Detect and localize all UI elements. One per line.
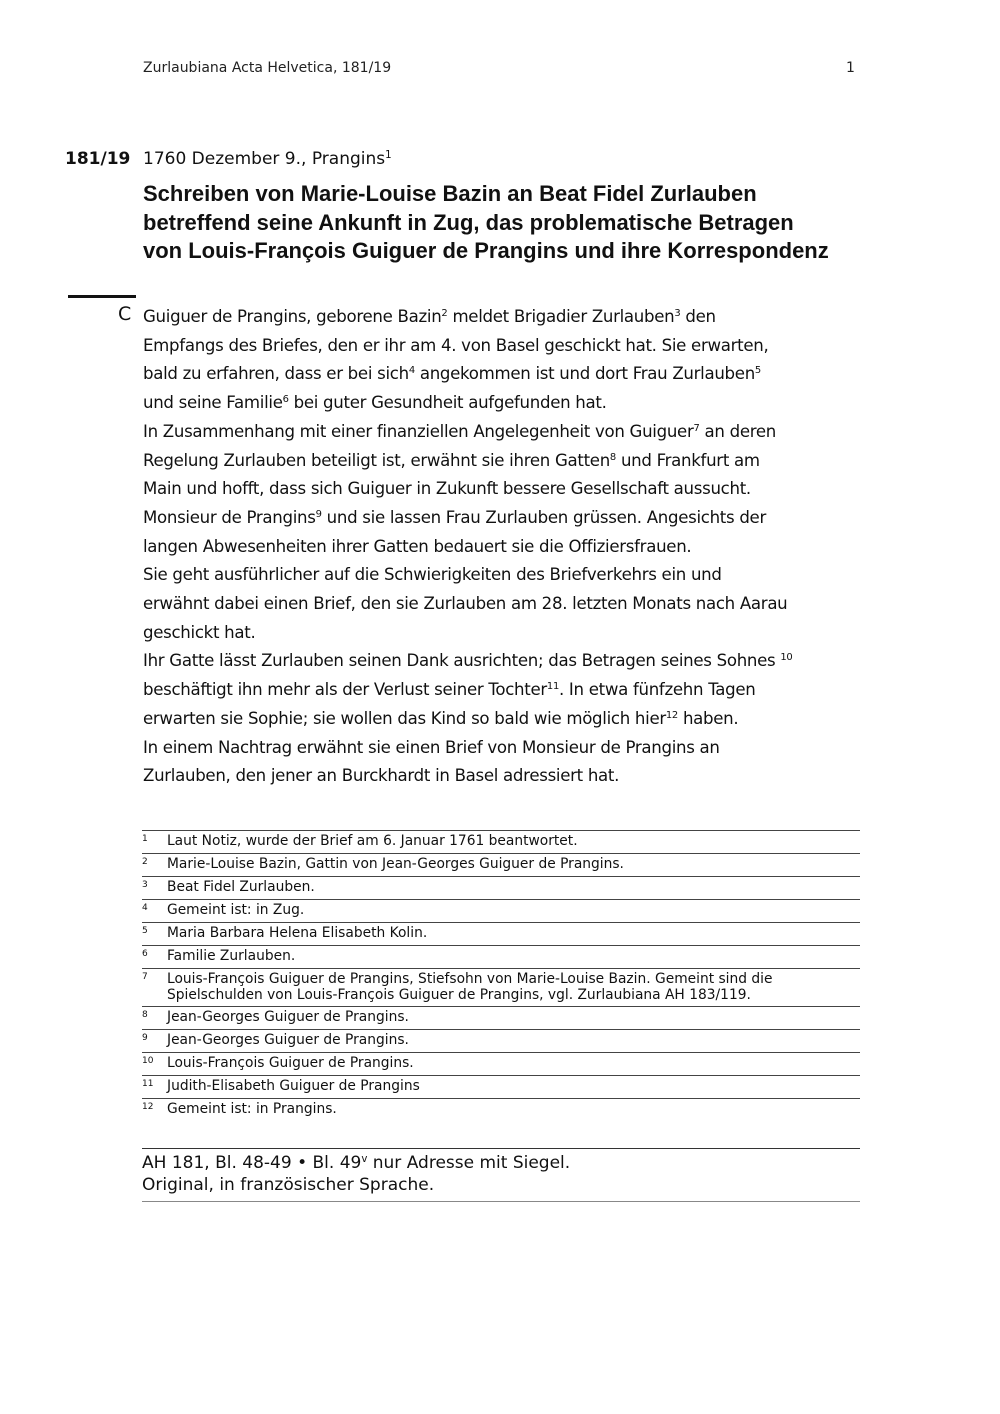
footnote-number: 11	[142, 1079, 154, 1089]
footnote	[142, 899, 860, 922]
footnote-ref: 3	[674, 308, 681, 320]
body-text: Sie geht ausführlicher auf die Schwierigkeiten des Briefverkehrs ein und	[143, 565, 722, 585]
body-line	[143, 504, 792, 533]
body-text: angekommen ist und dort Frau Zurlauben	[414, 364, 755, 384]
body-line	[143, 561, 792, 590]
footnote-number: 5	[142, 926, 148, 936]
footnote-text: Beat Fidel Zurlauben.	[167, 879, 315, 895]
page-number: 1	[846, 60, 855, 76]
footnote-text: Jean-Georges Guiguer de Prangins.	[167, 1009, 409, 1025]
footnote	[142, 1029, 860, 1052]
footnote-ref: 10	[780, 652, 793, 664]
source-line-1	[142, 1152, 860, 1174]
footnote-text: Judith-Elisabeth Guiguer de Prangins	[167, 1078, 420, 1094]
document-number: 181/19	[65, 149, 131, 169]
footnote-text: Gemeint ist: in Prangins.	[167, 1101, 337, 1117]
body-line	[143, 389, 792, 418]
title-line: betreffend seine Ankunft in Zug, das problematische Betragen	[143, 209, 794, 235]
body-line	[143, 303, 792, 332]
footnote-number: 3	[142, 880, 148, 890]
body-line	[143, 447, 792, 476]
body-text: Zurlauben, den jener an Burckhardt in Basel adressiert hat.	[143, 766, 620, 786]
footnote	[142, 1052, 860, 1075]
section-marker: C	[118, 303, 132, 325]
footnote-ref: 2	[441, 308, 448, 320]
body-line	[143, 533, 792, 562]
footnote-text: Louis-François Guiguer de Prangins.	[167, 1055, 414, 1071]
footnote-text: Jean-Georges Guiguer de Prangins.	[167, 1032, 409, 1048]
footnote-text: Familie Zurlauben.	[167, 948, 296, 964]
body-line	[143, 418, 792, 447]
source-line-2: Original, in französischer Sprache.	[142, 1175, 435, 1195]
verso-sup: v	[361, 1153, 368, 1165]
source-text: nur Adresse mit Siegel.	[367, 1153, 571, 1173]
footnote	[142, 945, 860, 968]
body-text: Monsieur de Prangins	[143, 507, 316, 527]
footnotes	[142, 830, 860, 1121]
footnote-ref: 12	[665, 709, 678, 721]
footnote	[142, 922, 860, 945]
section-rule	[68, 295, 136, 298]
body-line	[143, 360, 792, 389]
body-text: Regelung Zurlauben beteiligt ist, erwähnt sie ihren Gatten	[143, 450, 610, 470]
footnote-number: 1	[142, 834, 148, 844]
footnote	[142, 968, 860, 1006]
footnote-text: Marie-Louise Bazin, Gattin von Jean-Georges Guiguer de Prangins.	[167, 856, 624, 872]
body-text: Guiguer de Prangins, geborene Bazin	[143, 307, 442, 326]
body-line	[143, 705, 792, 734]
footnote-number: 8	[142, 1010, 148, 1020]
footnote-ref: 6	[282, 394, 289, 406]
body-text: und sie lassen Frau Zurlauben grüssen. Angesichts der	[321, 507, 766, 527]
body-line	[143, 762, 792, 791]
title-line: Schreiben von Marie-Louise Bazin an Beat Fidel Zurlauben	[143, 181, 757, 206]
body-line	[143, 676, 792, 705]
footnote-ref: 8	[609, 451, 616, 463]
body-text: und Frankfurt am	[615, 450, 760, 470]
footnote-number: 4	[142, 903, 148, 913]
body-line	[143, 475, 792, 504]
footnote-ref: 11	[546, 681, 559, 693]
footnote-number: 2	[142, 857, 148, 867]
body-text: Empfangs des Briefes, den er ihr am 4. von Basel geschickt hat. Sie erwarten,	[143, 335, 769, 355]
footnote	[142, 830, 860, 853]
footnote	[142, 876, 860, 899]
footnote-number: 12	[142, 1102, 154, 1112]
footnote	[142, 1006, 860, 1029]
document-date	[143, 149, 392, 169]
body-text: erwarten sie Sophie; sie wollen das Kind so bald wie möglich hier	[143, 708, 666, 728]
footnote-text: Louis-François Guiguer de Prangins, Stiefsohn von Marie-Louise Bazin. Gemeint sind die Spielschulden von Louis-François Guiguer de Prangins, vgl. Zurlaubiana AH 183/119.	[167, 971, 773, 1003]
body-text: geschickt hat.	[143, 622, 256, 642]
footnote-text: Laut Notiz, wurde der Brief am 6. Januar 1761 beantwortet.	[167, 833, 578, 849]
body-text: meldet Brigadier Zurlauben	[447, 307, 675, 326]
footnote-ref: 7	[693, 422, 700, 434]
body-line	[143, 332, 792, 361]
footnote-text: Gemeint ist: in Zug.	[167, 902, 305, 918]
body-text: bald zu erfahren, dass er bei sich	[143, 364, 409, 384]
document-title	[143, 180, 863, 266]
footnote	[142, 1075, 860, 1098]
footnote-number: 9	[142, 1033, 148, 1043]
body-line	[143, 590, 792, 619]
body-line	[143, 734, 792, 763]
body-line	[143, 647, 792, 676]
body-text: und seine Familie	[143, 393, 283, 413]
body-text: an deren	[699, 421, 777, 441]
body-text: Ihr Gatte lässt Zurlauben seinen Dank ausrichten; das Betragen seines Sohnes	[143, 651, 781, 671]
summary-text	[143, 303, 792, 791]
footnote-ref: 9	[315, 508, 322, 520]
footnote-text: Maria Barbara Helena Elisabeth Kolin.	[167, 925, 428, 941]
date-text: 1760 Dezember 9., Prangins	[143, 149, 386, 169]
source-note	[142, 1148, 860, 1202]
body-text: beschäftigt ihn mehr als der Verlust seiner Tochter	[143, 680, 547, 700]
source-text: AH 181, Bl. 48-49 • Bl. 49	[142, 1153, 362, 1173]
body-text: haben.	[677, 708, 739, 728]
body-text: den	[680, 307, 716, 326]
body-text: In Zusammenhang mit einer finanziellen Angelegenheit von Guiguer	[143, 421, 694, 441]
footnote-ref: 1	[385, 149, 392, 161]
footnote-number: 6	[142, 949, 148, 959]
body-text: erwähnt dabei einen Brief, den sie Zurlauben am 28. letzten Monats nach Aarau	[143, 594, 788, 614]
body-line	[143, 619, 792, 648]
body-text: bei guter Gesundheit aufgefunden hat.	[288, 393, 607, 413]
body-text: Main und hofft, dass sich Guiguer in Zukunft bessere Gesellschaft aussucht.	[143, 479, 751, 499]
footnote-number: 7	[142, 972, 148, 982]
footnote-ref: 5	[754, 365, 761, 377]
running-header-title: Zurlaubiana Acta Helvetica, 181/19	[143, 60, 392, 76]
footnote	[142, 1098, 860, 1121]
title-line: von Louis-François Guiguer de Prangins und ihre Korrespondenz	[143, 238, 829, 263]
body-text: In einem Nachtrag erwähnt sie einen Brief von Monsieur de Prangins an	[143, 737, 720, 757]
footnote	[142, 853, 860, 876]
footnote-ref: 4	[408, 365, 415, 377]
footnote-number: 10	[142, 1056, 154, 1066]
body-text: . In etwa fünfzehn Tagen	[558, 680, 756, 700]
body-text: langen Abwesenheiten ihrer Gatten bedauert sie die Offiziersfrauen.	[143, 536, 692, 556]
